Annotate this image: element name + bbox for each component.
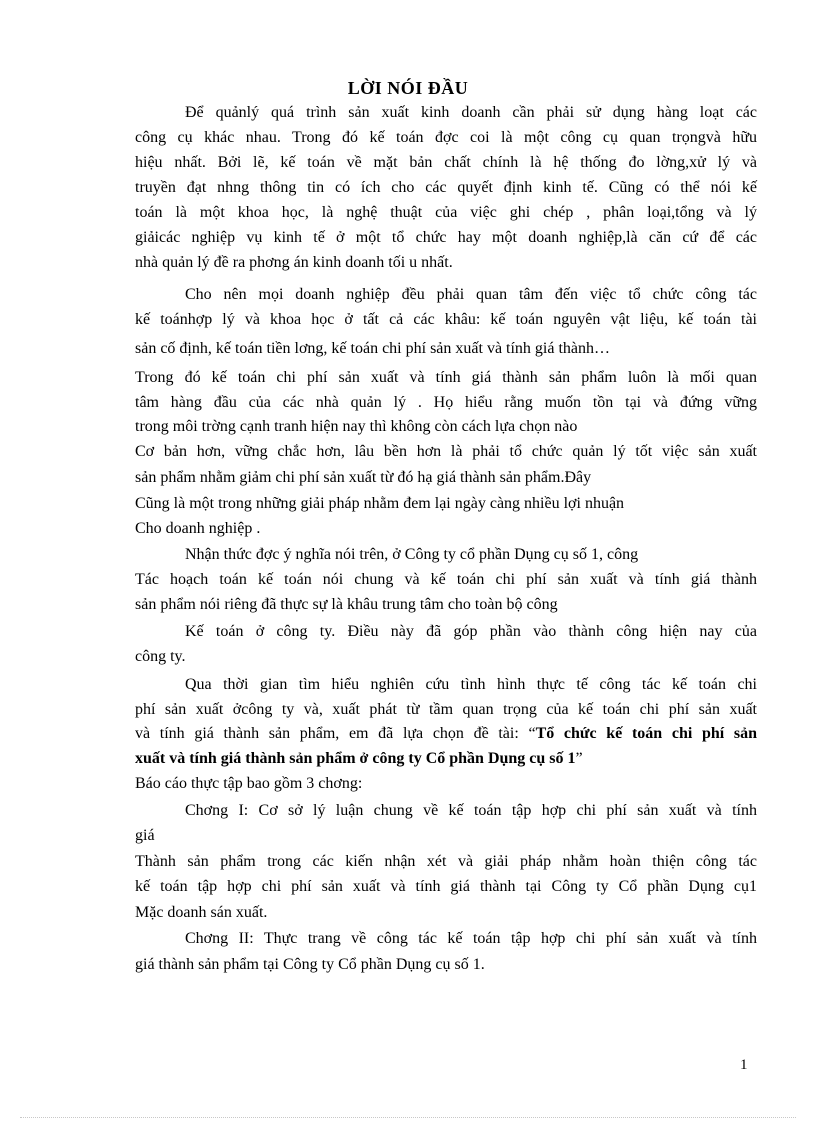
body-line: nhà quản lý đề ra phơng án kinh doanh tối u nhất. bbox=[135, 254, 453, 271]
body-line: sản cố định, kế toán tiền lơng, kế toán chi phí sản xuất và tính giá thành… bbox=[135, 340, 611, 357]
body-line bbox=[135, 724, 757, 744]
page-bottom-divider bbox=[20, 1117, 796, 1118]
body-line: truyền đạt nhng thông tin có ích cho các quyết định kinh tế. Cũng có thể nói kế bbox=[135, 179, 757, 196]
body-line: Thành sản phẩm trong các kiến nhận xét và giải pháp nhằm hoàn thiện công tác bbox=[135, 853, 757, 870]
body-line: Trong đó kế toán chi phí sản xuất và tính giá thành sản phẩm luôn là mối quan bbox=[135, 369, 757, 386]
body-text: và tính giá thành sản phẩm, em đã lựa chọn đề tài: “ bbox=[135, 725, 536, 742]
body-line: Tác hoạch toán kế toán nói chung và kế toán chi phí sản xuất và tính giá thành bbox=[135, 571, 757, 588]
body-line: giá bbox=[135, 827, 155, 844]
body-line: Qua thời gian tìm hiểu nghiên cứu tình hình thực tế công tác kế toán chi bbox=[185, 676, 757, 693]
body-line: sản phẩm nói riêng đã thực sự là khâu trung tâm cho toàn bộ công bbox=[135, 596, 558, 613]
body-line bbox=[135, 749, 757, 769]
body-line: hiệu nhất. Bởi lẽ, kế toán về mặt bản chất chính là hệ thống đo lờng,xử lý và bbox=[135, 154, 757, 171]
body-line: Cho nên mọi doanh nghiệp đều phải quan tâm đến việc tổ chức công tác bbox=[185, 286, 757, 303]
body-line: giảicác nghiệp vụ kinh tế ở một tổ chức hay một doanh nghiệp,là căn cứ để các bbox=[135, 229, 757, 246]
body-line: kế toánhợp lý và khoa học ở tất cả các khâu: kế toán nguyên vật liệu, kế toán tài bbox=[135, 311, 757, 328]
body-line: Cơ bản hơn, vững chắc hơn, lâu bền hơn là phải tổ chức quản lý tốt việc sản xuất bbox=[135, 443, 757, 460]
body-line: Để quảnlý quá trình sản xuất kinh doanh cần phải sử dụng hàng loạt các bbox=[185, 104, 757, 121]
page-number: 1 bbox=[740, 1057, 748, 1073]
body-line: Cho doanh nghiệp . bbox=[135, 520, 261, 537]
body-line: tâm hàng đầu của các nhà quản lý . Họ hiểu rằng muốn tồn tại và đứng vững bbox=[135, 394, 757, 411]
body-line: kế toán tập hợp chi phí sản xuất và tính giá thành tại Công ty Cổ phần Dụng cụ1 bbox=[135, 878, 757, 895]
body-line: Kế toán ở công ty. Điều này đã góp phần vào thành công hiện nay của bbox=[185, 623, 757, 640]
thesis-title: Tổ chức kế toán chi phí sản bbox=[535, 725, 757, 742]
body-line: Chơng I: Cơ sở lý luận chung về kế toán tập hợp chi phí sản xuất và tính bbox=[185, 802, 757, 819]
body-line: sản phẩm nhằm giảm chi phí sản xuất từ đó hạ giá thành sản phẩm.Đây bbox=[135, 469, 592, 486]
page-title: LỜI NÓI ĐẦU bbox=[347, 78, 469, 98]
body-line: toán là một khoa học, là nghệ thuật của việc ghi chép , phân loại,tổng và lý bbox=[135, 204, 757, 221]
body-line: trong môi trờng cạnh tranh hiện nay thì không còn cách lựa chọn nào bbox=[135, 418, 578, 435]
thesis-title: xuất và tính giá thành sản phẩm ở công ty Cổ phần Dụng cụ số 1 bbox=[135, 750, 576, 767]
body-line: Nhận thức đợc ý nghĩa nói trên, ở Công ty cổ phần Dụng cụ số 1, công bbox=[185, 546, 639, 563]
body-line: công ty. bbox=[135, 648, 186, 665]
body-line: giá thành sản phẩm tại Công ty Cổ phần Dụng cụ số 1. bbox=[135, 956, 485, 973]
body-line: phí sản xuất ởcông ty và, xuất phát từ tầm quan trọng của kế toán chi phí sản xuất bbox=[135, 701, 757, 718]
body-line: công cụ khác nhau. Trong đó kế toán đợc coi là một công cụ quan trọngvà hữu bbox=[135, 129, 757, 146]
body-line: Cũng là một trong những giải pháp nhằm đem lại ngày càng nhiều lợi nhuận bbox=[135, 495, 625, 512]
body-text: ” bbox=[575, 750, 583, 767]
body-line: Mặc doanh sán xuất. bbox=[135, 904, 268, 921]
body-line: Chơng II: Thực trang về công tác kế toán tập hợp chi phí sản xuất và tính bbox=[185, 930, 757, 947]
body-line: Báo cáo thực tập bao gồm 3 chơng: bbox=[135, 775, 363, 792]
